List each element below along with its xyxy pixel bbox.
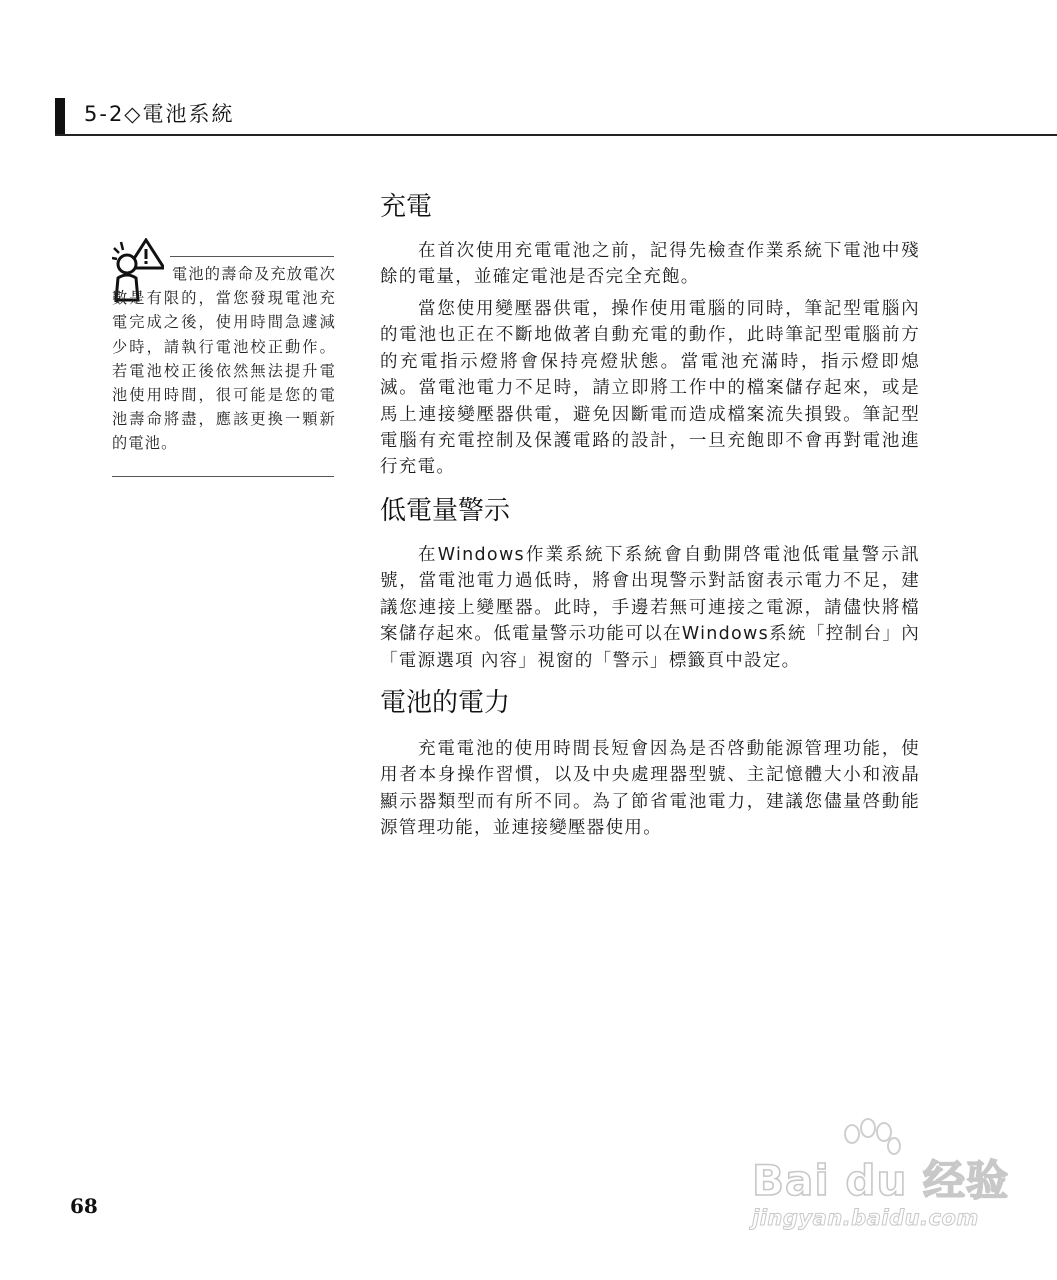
paragraph: 當您使用變壓器供電，操作使用電腦的同時，筆記型電腦內的電池也正在不斷地做著自動充電的動作，此時筆記型電腦前方的充電指示燈將會保持亮燈狀態。當電池充滿時，指示燈即熄滅。當電池電力不足時，請立即將工作中的檔案儲存起來，或是馬上連接變壓器供電，避免因斷電而造成檔案流失損毀。筆記型電腦有充電控制及保護電路的設計，一旦充飽即不會再對電池進行充電。 bbox=[380, 299, 920, 478]
paragraph: 在Windows作業系統下系統會自動開啓電池低電量警示訊號，當電池電力過低時，將會出現警示對話窗表示電力不足，建議您連接上變壓器。此時，手邊若無可連接之電源，請儘快將檔案儲存起來。低電量警示功能可以在Windows系統「控制台」內「電源選項 內容」視窗的「警示」標籤頁中設定。 bbox=[380, 545, 920, 671]
watermark-url: jingyan.baidu.com bbox=[752, 1206, 979, 1230]
section-heading-low-battery: 低電量警示 bbox=[380, 496, 511, 526]
section-heading-charging: 充電 bbox=[380, 192, 433, 222]
side-note-text: 電池的壽命及充放電次數是有限的，當您發現電池充電完成之後，使用時間急遽減少時，請執行電池校正動作。若電池校正後依然無法提升電池使用時間，很可能是您的電池壽命將盡，應該更換一顆新的電池。 bbox=[112, 265, 336, 453]
paragraph: 在首次使用充電電池之前，記得先檢查作業系統下電池中殘餘的電量，並確定電池是否完全充飽。 bbox=[380, 241, 920, 288]
page-number: 68 bbox=[70, 1194, 98, 1218]
note-rule-bottom bbox=[112, 476, 334, 477]
header-rule bbox=[55, 134, 1057, 136]
page-header-title: 5-2◇電池系統 bbox=[84, 102, 235, 126]
section-heading-battery-power: 電池的電力 bbox=[380, 688, 511, 718]
note-rule-top bbox=[170, 256, 334, 257]
header-bar bbox=[55, 98, 65, 136]
watermark-logo: Bai du 经验 bbox=[752, 1156, 1009, 1205]
paragraph: 充電電池的使用時間長短會因為是否啓動能源管理功能，使用者本身操作習慣，以及中央處理器型號、主記憶體大小和液晶顯示器類型而有所不同。為了節省電池電力，建議您儘量啓動能源管理功能，並連接變壓器使用。 bbox=[380, 739, 920, 839]
